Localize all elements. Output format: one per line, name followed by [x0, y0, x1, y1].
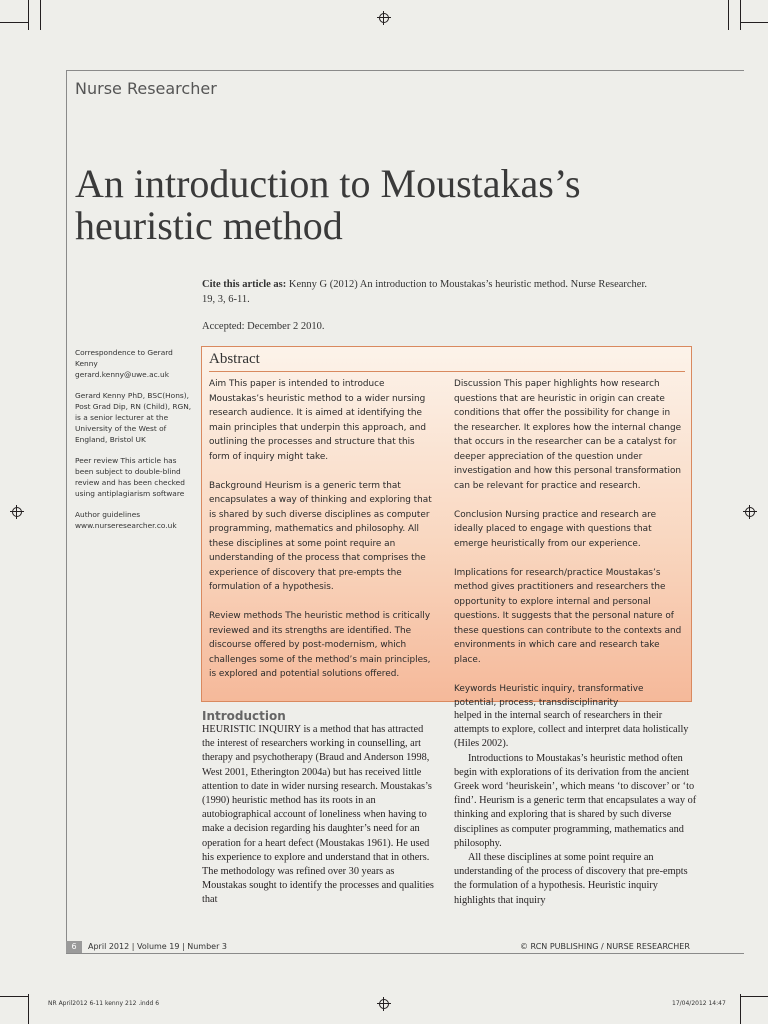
body-paragraph: HEURISTIC INQUIRY is a method that has attracted the interest of researchers working in counselling, art therapy and psychotherapy (Braud and Anderson 1998, West 2001, Etherington 2004a) but has received little attention to date in wider nursing research. Moustakas’s (1990) heuristic method has its roots in an autobiographical account of loneliness when having to make a decision regarding his daughter’s need for an operation for a heart defect (Moustakas 1961). He used his experience to explore and understand that in others. The methodology was refined over 30 years as Moustakas sought to identify the processes and qualities that — [202, 724, 434, 906]
abstract-review-methods: Review methods The heuristic method is critically reviewed and its strengths are identified. The discourse offered by post-modernism, which challenges some of the method’s main principles, is explored and potential solutions offered. — [209, 611, 431, 679]
body-paragraph: helped in the internal search of researchers in their attempts to explore, collect and interpret data holistically (Hiles 2002). — [454, 710, 689, 750]
crop-mark — [0, 22, 28, 23]
publisher-credit: © RCN PUBLISHING / NURSE RESEARCHER — [520, 942, 690, 951]
registration-mark-icon — [377, 11, 391, 25]
journal-name: Nurse Researcher — [75, 79, 217, 98]
registration-mark-icon — [377, 997, 391, 1011]
crop-mark — [740, 22, 768, 23]
citation-text: Kenny G (2012) An introduction to Moustakas’s heuristic method. Nurse Researcher. 19, 3, 6-11. — [202, 279, 648, 305]
abstract-box — [201, 346, 692, 708]
citation-label: Cite this article as: — [202, 279, 287, 290]
body-paragraph: All these disciplines at some point require an understanding of the process of discovery that pre-empts the formulation of a hypothesis. Heuristic inquiry highlights that inquiry — [454, 852, 688, 906]
abstract-column-left — [209, 377, 437, 696]
crop-mark — [728, 0, 729, 30]
correspondence: Correspondence to Gerard Kenny gerard.kenny@uwe.ac.uk — [75, 348, 173, 379]
abstract-rule — [209, 371, 685, 372]
abstract-aim: Aim This paper is intended to introduce Moustakas’s heuristic method to a wider nursing research audience. It is aimed at identifying the main principles that underpin this approach, and outlining the processes and structure that this form of inquiry might take. — [209, 379, 426, 462]
article-title: An introduction to Moustakas’s heuristic method — [75, 161, 581, 248]
accepted-date: Accepted: December 2 2010. — [202, 321, 325, 332]
print-slug-date: 17/04/2012 14:47 — [672, 1000, 726, 1007]
author-bio: Gerard Kenny PhD, BSC(Hons), Post Grad Dip, RN (Child), RGN, is a senior lecturer at the University of the West of England, Bristol UK — [75, 391, 192, 444]
issue-info: April 2012 | Volume 19 | Number 3 — [88, 942, 227, 951]
author-sidebar — [75, 347, 193, 541]
abstract-heading: Abstract — [209, 351, 260, 367]
citation — [202, 277, 662, 307]
crop-mark — [740, 994, 741, 1024]
header-rule — [66, 70, 744, 71]
crop-mark — [740, 996, 768, 997]
footer-rule — [66, 953, 744, 954]
author-guidelines: Author guidelines www.nurseresearcher.co.uk — [75, 510, 177, 530]
body-paragraph: Introductions to Moustakas’s heuristic method often begin with explorations of its derivation from the ancient Greek word ‘heuriskein’, which means ‘to discover’ or ‘to find’. Heurism is a generic term that encapsulates a way of thinking and exploring that is shared by such diverse disciplines as computer programming, mathematics and philosophy. — [454, 752, 697, 849]
page-number: 6 — [66, 941, 82, 953]
registration-mark-icon — [743, 505, 757, 519]
crop-mark — [28, 994, 29, 1024]
crop-mark — [740, 0, 741, 30]
print-slug-file: NR April2012 6-11 kenny 212 .indd 6 — [48, 1000, 160, 1007]
section-heading: Introduction — [202, 709, 286, 723]
page-border — [66, 70, 67, 942]
abstract-keywords: Keywords Heuristic inquiry, transformative potential, process, transdisciplinarity — [454, 683, 644, 708]
abstract-implications: Implications for research/practice Moustakas’s method gives practitioners and researchers the opportunity to explore internal and personal questions. It suggests that the personal nature of these questions can contribute to the contexts and environments in which care and research take place. — [454, 567, 682, 665]
body-column-left — [202, 723, 434, 908]
crop-mark — [28, 0, 29, 30]
crop-mark — [0, 996, 28, 997]
abstract-column-right — [454, 377, 686, 725]
registration-mark-icon — [10, 505, 24, 519]
peer-review-note: Peer review This article has been subject to double-blind review and has been checked using antiplagiarism software — [75, 456, 185, 498]
abstract-background: Background Heurism is a generic term that encapsulates a way of thinking and exploring that is shared by such diverse disciplines as computer programming, mathematics and philosophy. All these disciplines at some point require an understanding of the process that comprises the experience of discovery that pre-empts the formulation of a hypothesis. — [209, 480, 432, 592]
body-column-right — [454, 709, 698, 908]
abstract-conclusion: Conclusion Nursing practice and research are ideally placed to engage with questions that emerge heuristically from our experience. — [454, 509, 657, 549]
abstract-discussion: Discussion This paper highlights how research questions that are heuristic in origin can create conditions that offer the possibility for change in the researcher. It explores how the internal change that occurs in the researcher can be a catalyst for deeper appreciation of the question under investigation and how this personal transformation can be relevant for practice and research. — [454, 379, 682, 491]
crop-mark — [40, 0, 41, 30]
